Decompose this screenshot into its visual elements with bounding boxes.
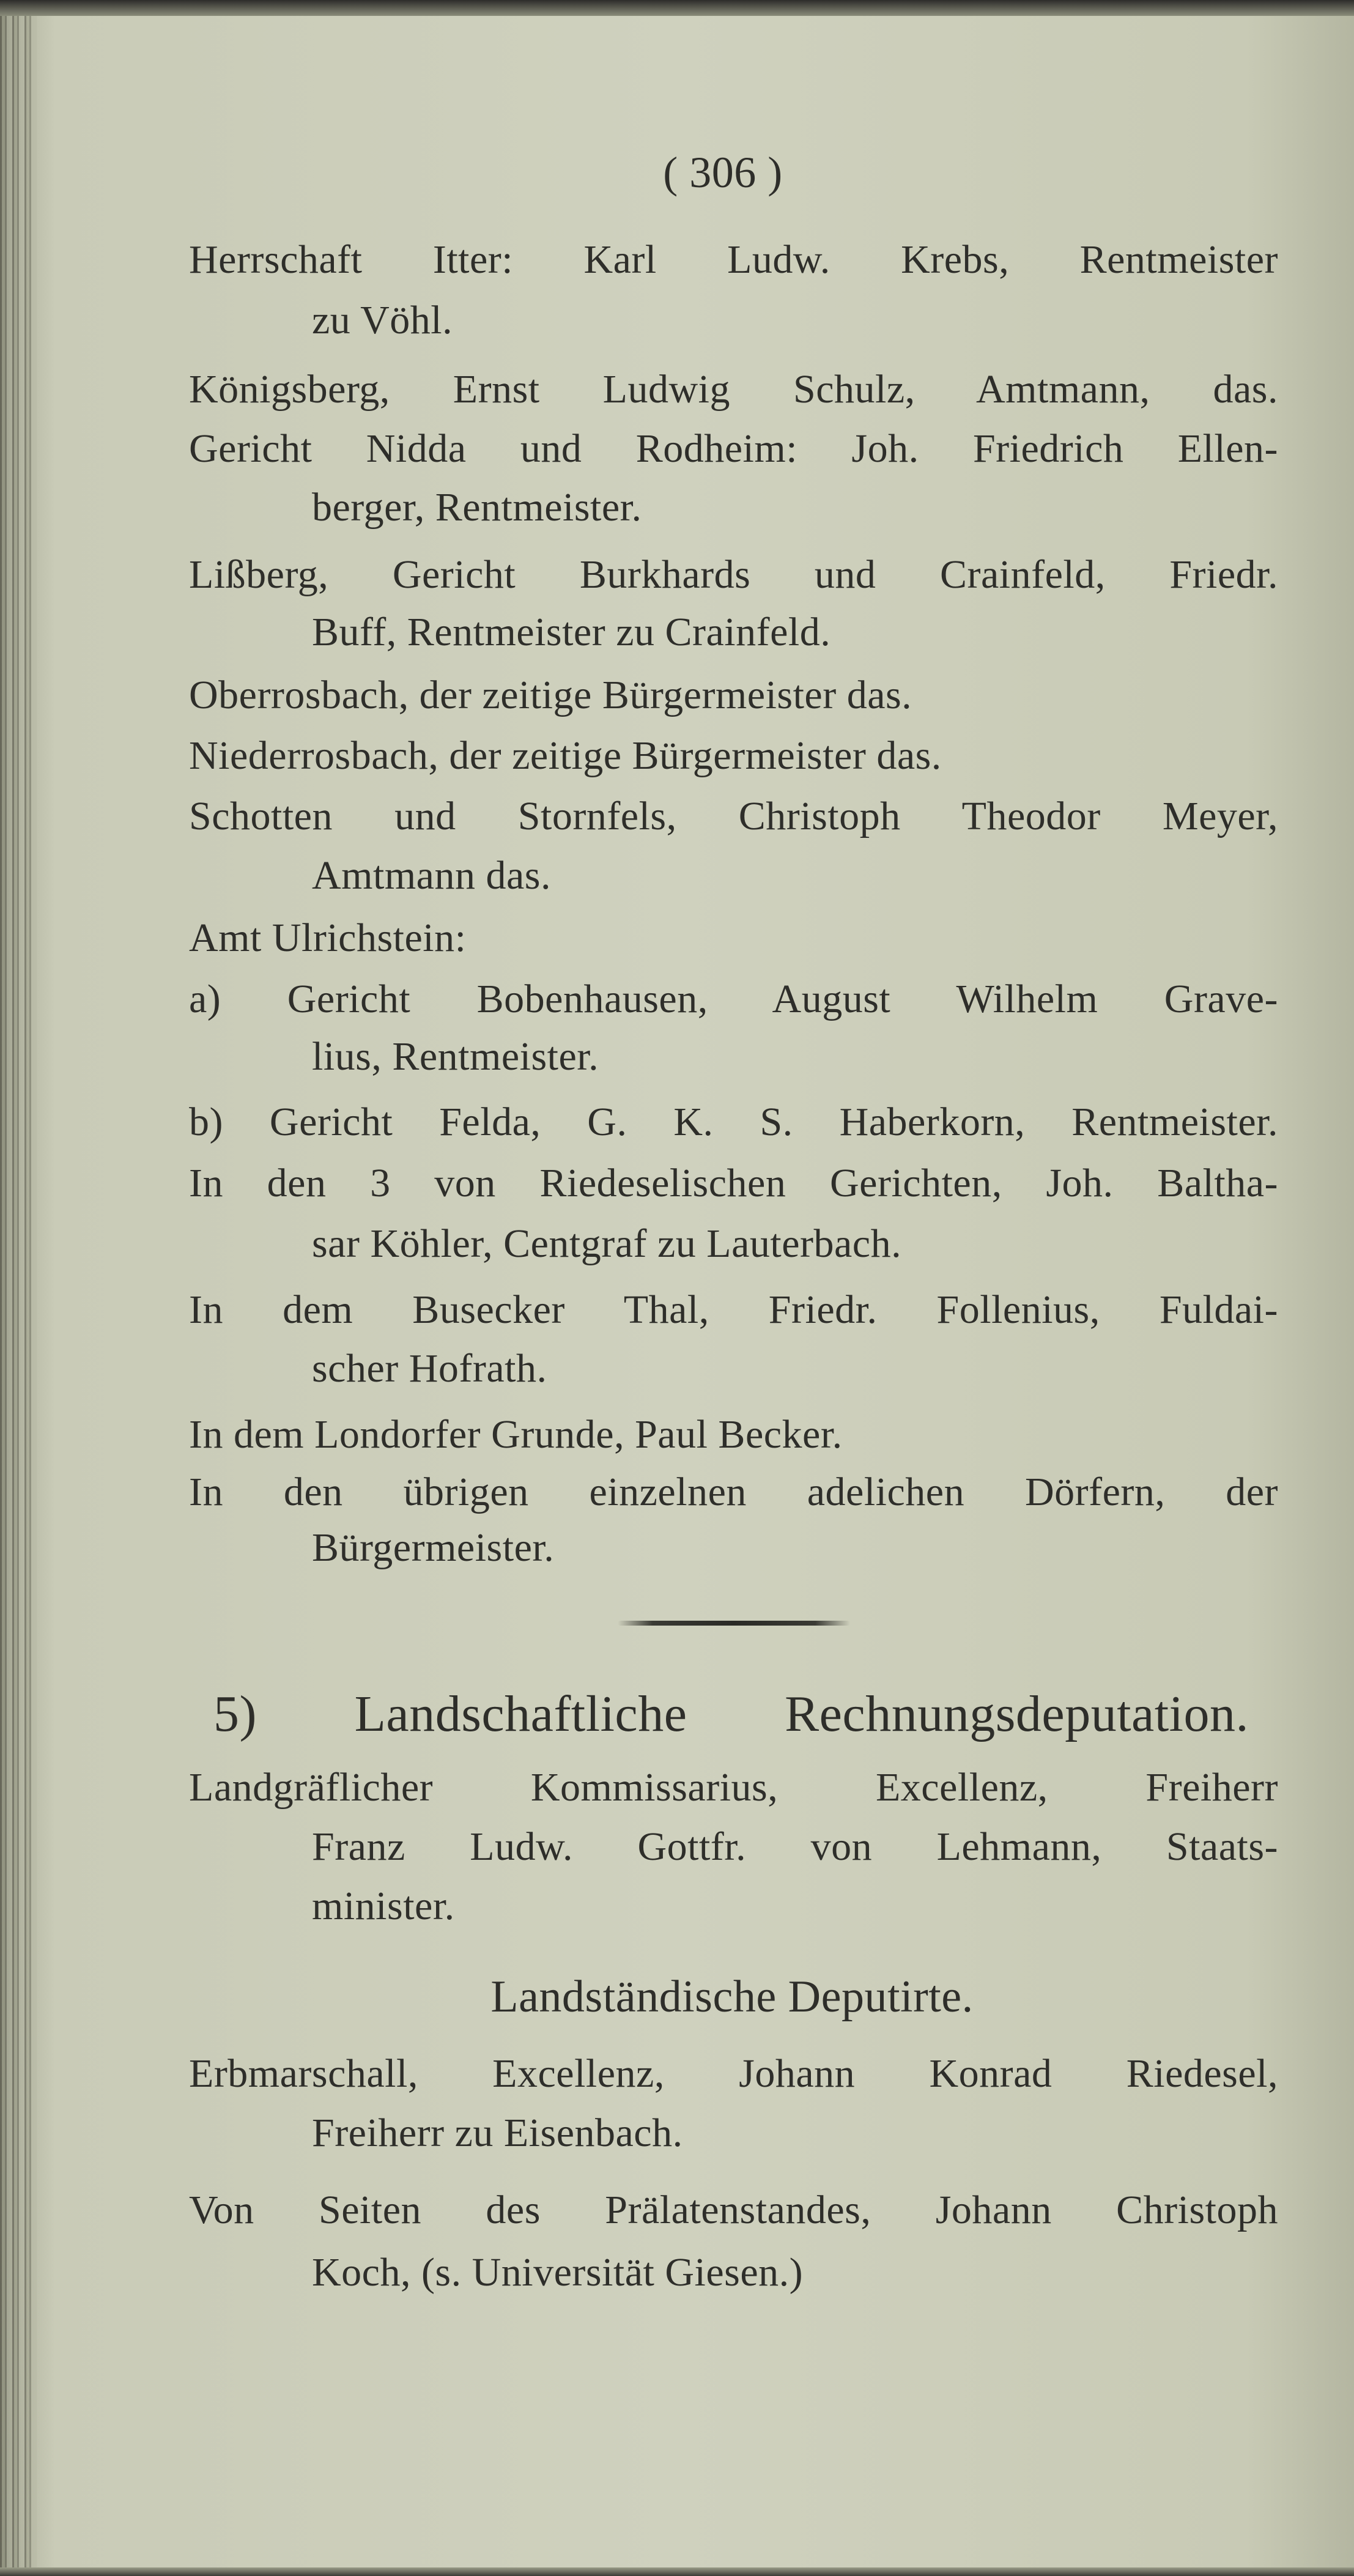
text-line: Von Seiten des Prälatenstandes, Johann Christoph [189,2188,1278,2232]
scan-top-edge [0,0,1354,16]
text-line: Erbmarschall, Excellenz, Johann Konrad Riedesel, [189,2051,1278,2096]
text-line: Gericht Nidda und Rodheim: Joh. Friedrich Ellen- [189,426,1278,471]
section-divider [618,1621,850,1626]
section-heading: 5) Landschaftliche Rechnungsdeputation. [213,1686,1249,1742]
text-line: Bürgermeister. [312,1525,555,1570]
text-line: sar Köhler, Centgraf zu Lauterbach. [312,1221,902,1266]
book-binding-edge [0,0,37,2576]
text-line: Niederrosbach, der zeitige Bürgermeister das. [189,733,942,778]
text-line: Landgräflicher Kommissarius, Excellenz, Freiherr [189,1765,1278,1810]
text-line: In dem Busecker Thal, Friedr. Follenius, Fuldai- [189,1287,1278,1332]
text-line: Königsberg, Ernst Ludwig Schulz, Amtmann, das. [189,367,1278,412]
text-line: Lißberg, Gericht Burkhards und Crainfeld, Friedr. [189,552,1278,597]
text-line: Freiherr zu Eisenbach. [312,2111,683,2155]
text-line: b) Gericht Felda, G. K. S. Haberkorn, Rentmeister. [189,1100,1278,1144]
text-line: In den übrigen einzelnen adelichen Dörfern, der [189,1470,1278,1514]
text-line: Koch, (s. Universität Giesen.) [312,2250,804,2295]
text-line: scher Hofrath. [312,1346,547,1391]
text-line: Herrschaft Itter: Karl Ludw. Krebs, Rentmeister [189,237,1278,282]
subheading: Landständische Deputirte. [490,1972,974,2022]
text-line: Buff, Rentmeister zu Crainfeld. [312,610,831,654]
text-line: In dem Londorfer Grunde, Paul Becker. [189,1412,843,1457]
text-line: lius, Rentmeister. [312,1034,599,1079]
text-line: In den 3 von Riedeselischen Gerichten, Joh. Baltha- [189,1161,1278,1205]
text-line: minister. [312,1884,455,1928]
text-line: Amtmann das. [312,853,551,898]
text-line: Franz Ludw. Gottfr. von Lehmann, Staats- [312,1824,1278,1869]
text-line: a) Gericht Bobenhausen, August Wilhelm Grave- [189,977,1278,1021]
page-number: ( 306 ) [663,148,783,197]
scan-bottom-edge [0,2567,1354,2576]
text-line: Oberrosbach, der zeitige Bürgermeister das. [189,673,912,717]
text-line: zu Vöhl. [312,298,453,342]
text-line: berger, Rentmeister. [312,485,642,530]
text-line: Schotten und Stornfels, Christoph Theodor Meyer, [189,794,1278,838]
text-line: Amt Ulrichstein: [189,916,467,960]
